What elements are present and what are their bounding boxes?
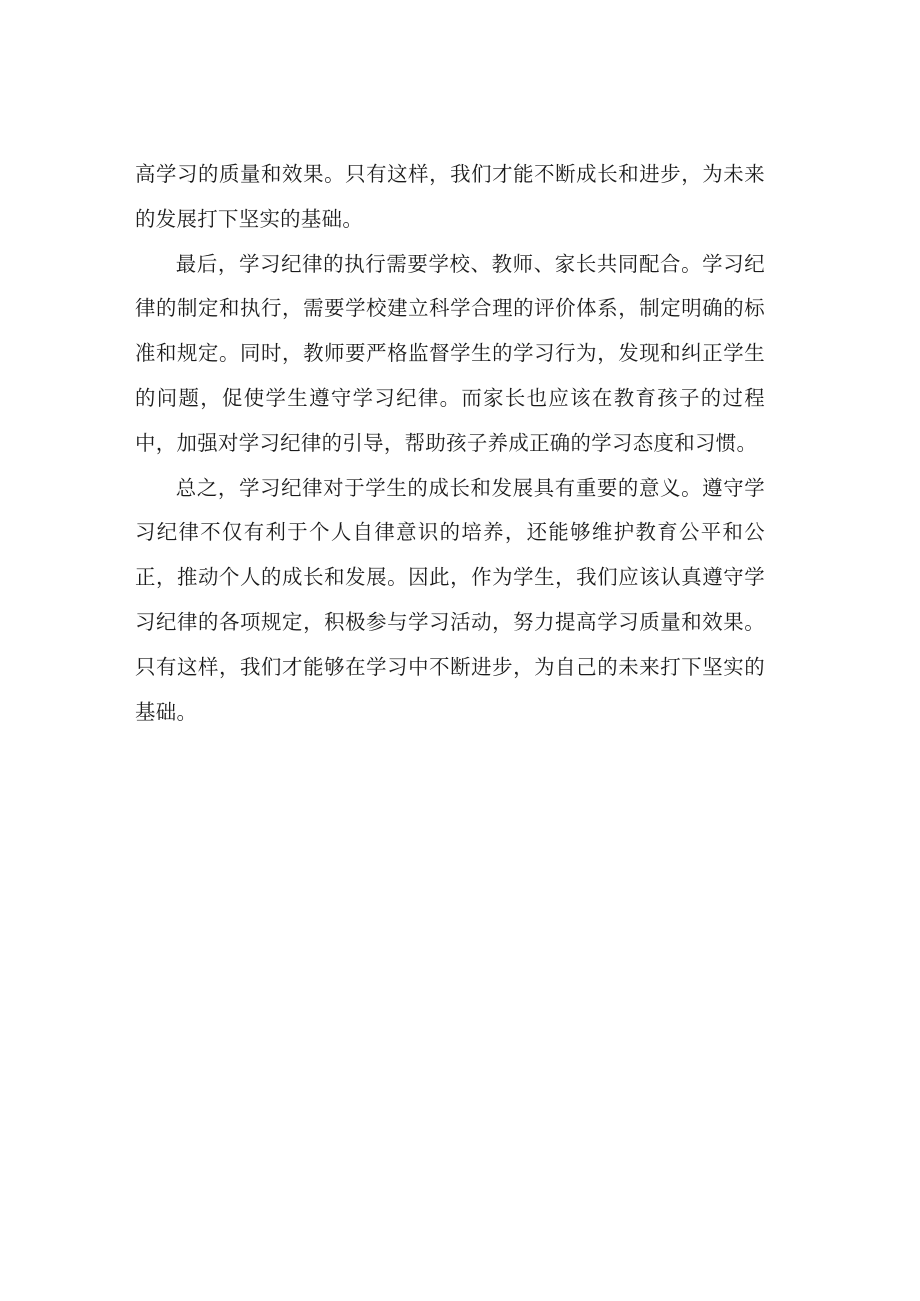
paragraph-continuation: 高学习的质量和效果。只有这样，我们才能不断成长和进步，为未来的发展打下坚实的基础。 [135, 162, 765, 231]
paragraph-discipline-execution: 最后，学习纪律的执行需要学校、教师、家长共同配合。学习纪律的制定和执行，需要学校建立科学合理的评价体系，制定明确的标准和规定。同时，教师要严格监督学生的学习行为，发现和纠正学生的问题，促使学生遵守学习纪律。而家长也应该在教育孩子的过程中，加强对学习纪律的引导，帮助孩子养成正确的学习态度和习惯。 [135, 251, 765, 455]
document-body [135, 152, 765, 734]
paragraph-conclusion: 总之，学习纪律对于学生的成长和发展具有重要的意义。遵守学习纪律不仅有利于个人自律意识的培养，还能够维护教育公平和公正，推动个人的成长和发展。因此，作为学生，我们应该认真遵守学习纪律的各项规定，积极参与学习活动，努力提高学习质量和效果。只有这样，我们才能够在学习中不断进步，为自己的未来打下坚实的基础。 [135, 475, 765, 724]
